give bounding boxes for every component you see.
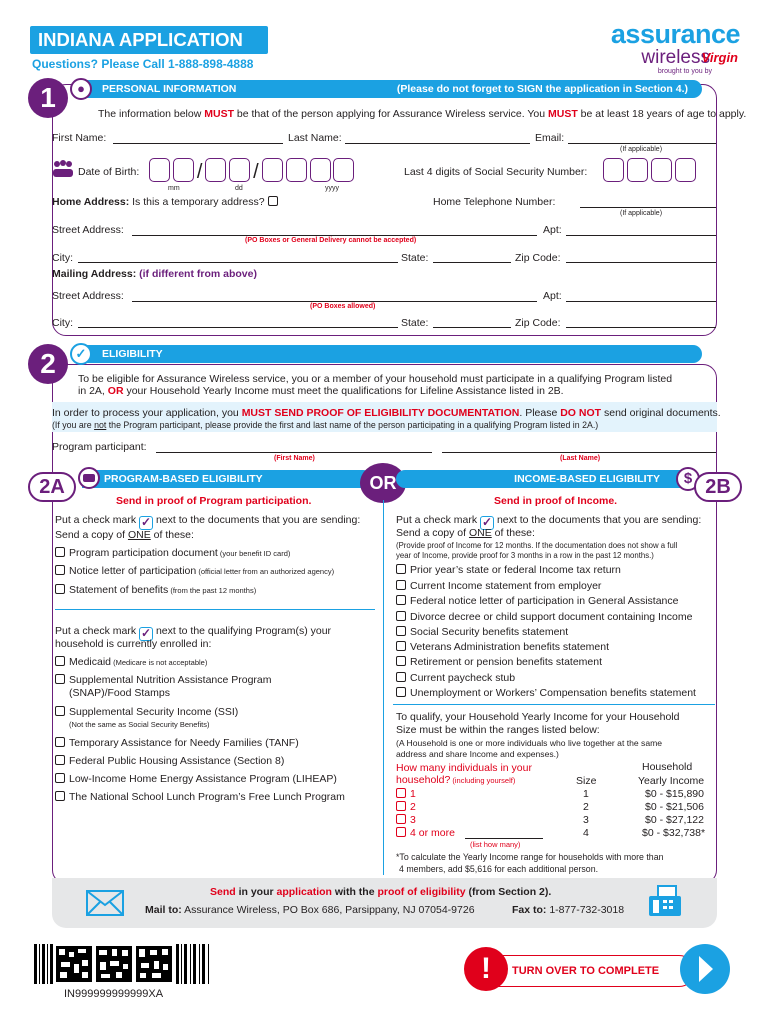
2b-qualify-1: To qualify, your Household Yearly Income for your Household <box>396 711 680 723</box>
street-label: Street Address: <box>52 224 124 236</box>
2b-income-3: $0 - $27,122 <box>645 814 704 826</box>
participant-first-field[interactable] <box>156 452 432 453</box>
mailing-street-field[interactable] <box>132 301 537 302</box>
2b-doc-7[interactable]: Retirement or pension benefits statement <box>396 656 602 668</box>
2b-send: Send in proof of Income. <box>494 495 618 507</box>
questions-phone: Questions? Please Call 1-888-898-4888 <box>32 57 254 71</box>
participant-first-hint: (First Name) <box>274 455 315 462</box>
dob-boxes[interactable]: / / <box>149 158 354 185</box>
2a-doc-2[interactable]: Notice letter of participation (official letter from an authorized agency) <box>55 565 334 577</box>
2b-opt-3[interactable]: 3 <box>396 814 416 826</box>
mailing-apt-label: Apt: <box>543 290 562 302</box>
next-arrow-icon[interactable] <box>680 944 730 994</box>
2b-size-1: 1 <box>583 788 589 800</box>
2b-how-many-2: household? (including yourself) <box>396 774 516 786</box>
2b-income-4: $0 - $32,738* <box>642 827 706 839</box>
assurance-logo <box>590 20 740 75</box>
ssn-label: Last 4 digits of Social Security Number: <box>404 166 588 178</box>
2b-yearly-header: Yearly Income <box>638 775 705 787</box>
apt-label: Apt: <box>543 224 562 236</box>
2a-program-4[interactable]: Temporary Assistance for Needy Families (TANF) <box>55 737 299 749</box>
logo-sub: wireless <box>641 47 710 68</box>
mailing-state-label: State: <box>401 317 429 329</box>
2b-provide-1: (Provide proof of Income for 12 months. If the documentation does not show a full <box>396 541 678 550</box>
2a-put-check-2: Put a check mark ✓ next to the qualifying Program(s) your <box>55 625 332 640</box>
apt-field[interactable] <box>566 235 716 236</box>
2a-program-2[interactable]: Supplemental Nutrition Assistance Program <box>55 674 272 686</box>
phone-if-applicable: (If applicable) <box>620 210 663 217</box>
logo-main: assurance <box>610 19 740 49</box>
temp-address-checkbox[interactable] <box>268 196 278 206</box>
po-allowed: (PO Boxes allowed) <box>310 303 376 310</box>
mailing-apt-field[interactable] <box>566 301 716 302</box>
last-name-label: Last Name: <box>288 132 342 144</box>
city-field[interactable] <box>78 262 398 263</box>
person-icon: ● <box>70 78 92 100</box>
2b-doc-5[interactable]: Social Security benefits statement <box>396 626 568 638</box>
or-badge: OR <box>360 463 406 503</box>
2b-how-many-1: How many individuals in your <box>396 762 532 774</box>
2b-put-check: Put a check mark ✓ next to the documents that you are sending: <box>396 514 702 529</box>
2b-doc-9[interactable]: Unemployment or Workers’ Compensation benefits statement <box>396 687 696 699</box>
participant-label: Program participant: <box>52 441 147 453</box>
first-name-field[interactable] <box>113 143 283 144</box>
alert-icon: ! <box>464 947 508 991</box>
2a-program-6[interactable]: Low-Income Home Energy Assistance Program (LIHEAP) <box>55 773 337 785</box>
mailing-city-field[interactable] <box>78 327 398 328</box>
virgin-logo: Virgin <box>701 50 738 65</box>
section2-intro2: in 2A, OR your Household Yearly Income must meet the qualifications for Lifeline Assistance listed in 2B. <box>78 385 564 397</box>
dob-label: Date of Birth: <box>78 166 140 178</box>
mailing-zip-label: Zip Code: <box>515 317 561 329</box>
2a-program-1[interactable]: Medicaid (Medicare is not acceptable) <box>55 656 207 668</box>
barcode-id: IN999999999999XA <box>64 988 164 1000</box>
mailing-state-field[interactable] <box>433 327 511 328</box>
section1-title: PERSONAL INFORMATION <box>102 83 237 95</box>
2a-doc-3[interactable]: Statement of benefits (from the past 12 months) <box>55 584 256 596</box>
zip-field[interactable] <box>566 262 716 263</box>
section2-number: 2 <box>28 344 68 384</box>
2b-household-header: Household <box>642 761 693 773</box>
first-name-label: First Name: <box>52 132 107 144</box>
2b-list-how-many: (list how many) <box>470 840 521 849</box>
check-mark-icon: ✓ <box>141 515 152 529</box>
email-label: Email: <box>535 132 565 144</box>
state-label: State: <box>401 252 429 264</box>
people-icon <box>52 160 74 178</box>
street-field[interactable] <box>132 235 537 236</box>
home-address-row: Home Address: Is this a temporary address? <box>52 196 282 208</box>
logo-tag: brought to you by <box>657 68 712 75</box>
2b-doc-8[interactable]: Current paycheck stub <box>396 672 515 684</box>
turn-over-text: TURN OVER TO COMPLETE <box>512 965 660 977</box>
email-field[interactable] <box>568 143 716 144</box>
2b-qualify-4: address and share Income and expenses.) <box>396 749 559 759</box>
page-title: INDIANA APPLICATION <box>30 26 268 54</box>
city-label: City: <box>52 252 73 264</box>
card-icon <box>78 467 100 489</box>
dd-label: dd <box>235 185 243 192</box>
mail-to: Mail to: Assurance Wireless, PO Box 686, Parsippany, NJ 07054-9726 <box>145 904 475 916</box>
2a-put-check-1: Put a check mark ✓ next to the documents that you are sending: <box>55 514 361 529</box>
2b-doc-2[interactable]: Current Income statement from employer <box>396 580 601 592</box>
send-instruction: Send in your application with the proof of eligibility (from Section 2). <box>210 886 552 898</box>
po-note: (PO Boxes or General Delivery cannot be accepted) <box>245 237 417 244</box>
section1-note: (Please do not forget to SIGN the application in Section 4.) <box>396 83 688 95</box>
not-participant-note: (If you are not the Program participant, please provide the first and last name of the person participating in a qualifying Program listed in 2A.) <box>52 420 599 430</box>
email-if-applicable: (If applicable) <box>620 146 663 153</box>
2a-program-5[interactable]: Federal Public Housing Assistance (Section 8) <box>55 755 284 767</box>
participant-last-field[interactable] <box>442 452 716 453</box>
check-mark-icon-3: ✓ <box>482 515 493 529</box>
state-field[interactable] <box>433 262 511 263</box>
yyyy-label: yyyy <box>325 185 339 192</box>
2b-how-many-field[interactable] <box>465 838 543 839</box>
2b-send-copy: Send a copy of ONE of these: <box>396 527 535 539</box>
2b-footnote-1: *To calculate the Yearly Income range for households with more than <box>396 852 664 862</box>
2b-qualify-2: Size must be within the ranges listed below: <box>396 724 600 736</box>
2b-size-4: 4 <box>583 827 589 839</box>
mailing-zip-field[interactable] <box>566 327 716 328</box>
2a-program-3-note: (Not the same as Social Security Benefits) <box>69 720 210 729</box>
2b-size-3: 3 <box>583 814 589 826</box>
2b-doc-6[interactable]: Veterans Administration benefits statement <box>396 641 609 653</box>
section2a-title: PROGRAM-BASED ELIGIBILITY <box>104 473 263 485</box>
home-phone-field[interactable] <box>580 207 716 208</box>
section1-intro: The information below MUST be that of the person applying for Assurance Wireless service. You MUST be at least 18 years of age to apply. <box>98 108 747 120</box>
home-phone-label: Home Telephone Number: <box>433 196 556 208</box>
2a-enrolled: household is currently enrolled in: <box>55 638 212 650</box>
fax-to: Fax to: 1-877-732-3018 <box>512 904 625 916</box>
2a-program-2b: (SNAP)/Food Stamps <box>69 687 170 699</box>
ssn-boxes[interactable] <box>603 158 696 185</box>
2a-send-copy: Send a copy of ONE of these: <box>55 529 194 541</box>
barcode <box>34 944 214 987</box>
envelope-icon <box>86 890 124 919</box>
2a-program-3[interactable]: Supplemental Security Income (SSI) <box>55 706 238 718</box>
2b-provide-2: year of Income, provide proof for 3 months in a row in the past 12 months.) <box>396 551 654 560</box>
fax-icon <box>648 885 682 920</box>
section2-bar <box>82 345 702 363</box>
badge-2b: 2B <box>694 472 742 502</box>
section1-number: 1 <box>28 78 68 118</box>
mm-label: mm <box>168 185 180 192</box>
check-mark-icon-2: ✓ <box>141 626 152 640</box>
2a-doc-1[interactable]: Program participation document (your benefit ID card) <box>55 547 290 559</box>
mailing-address-label: Mailing Address: (if different from above) <box>52 268 257 280</box>
2b-income-1: $0 - $15,890 <box>645 788 704 800</box>
check-icon: ✓ <box>70 343 92 365</box>
2b-doc-3[interactable]: Federal notice letter of participation in General Assistance <box>396 595 678 607</box>
2b-opt-4[interactable]: 4 or more <box>396 827 455 839</box>
participant-last-hint: (Last Name) <box>560 455 601 462</box>
section2a-bar <box>82 470 372 488</box>
last-name-field[interactable] <box>345 143 530 144</box>
2b-size-2: 2 <box>583 801 589 813</box>
2b-income-2: $0 - $21,506 <box>645 801 704 813</box>
2b-opt-1[interactable]: 1 <box>396 788 416 800</box>
mailing-city-label: City: <box>52 317 73 329</box>
section2-intro1: To be eligible for Assurance Wireless service, you or a member of your household must participate in a qualifying Program listed <box>78 373 673 385</box>
dollar-icon: $ <box>676 467 700 491</box>
proof-instruction: In order to process your application, you MUST SEND PROOF OF ELIGIBILITY DOCUMENTATION. Please DO NOT send original documents. <box>52 407 721 419</box>
2b-qualify-3: (A Household is one or more individuals who live together at the same <box>396 738 663 748</box>
2b-separator <box>393 704 715 705</box>
section-personal-info <box>52 84 717 336</box>
badge-2a: 2A <box>28 472 76 502</box>
2b-size-header: Size <box>576 775 597 787</box>
2b-footnote-2: 4 members, add $5,616 for each additional person. <box>399 864 599 874</box>
2a-separator <box>55 609 375 610</box>
section2b-bar <box>396 470 686 488</box>
2b-doc-1[interactable]: Prior year’s state or federal Income tax return <box>396 564 621 576</box>
section2b-title: INCOME-BASED ELIGIBILITY <box>514 473 660 485</box>
2a-program-7[interactable]: The National School Lunch Program’s Free Lunch Program <box>55 791 345 803</box>
zip-label: Zip Code: <box>515 252 561 264</box>
section2-title: ELIGIBILITY <box>102 348 163 360</box>
column-divider <box>383 500 384 875</box>
2a-send: Send in proof of Program participation. <box>116 495 312 507</box>
section1-bar <box>82 80 702 98</box>
section-eligibility <box>52 364 717 884</box>
mailing-street-label: Street Address: <box>52 290 124 302</box>
2b-opt-2[interactable]: 2 <box>396 801 416 813</box>
2b-doc-4[interactable]: Divorce decree or child support document containing Income <box>396 611 693 623</box>
